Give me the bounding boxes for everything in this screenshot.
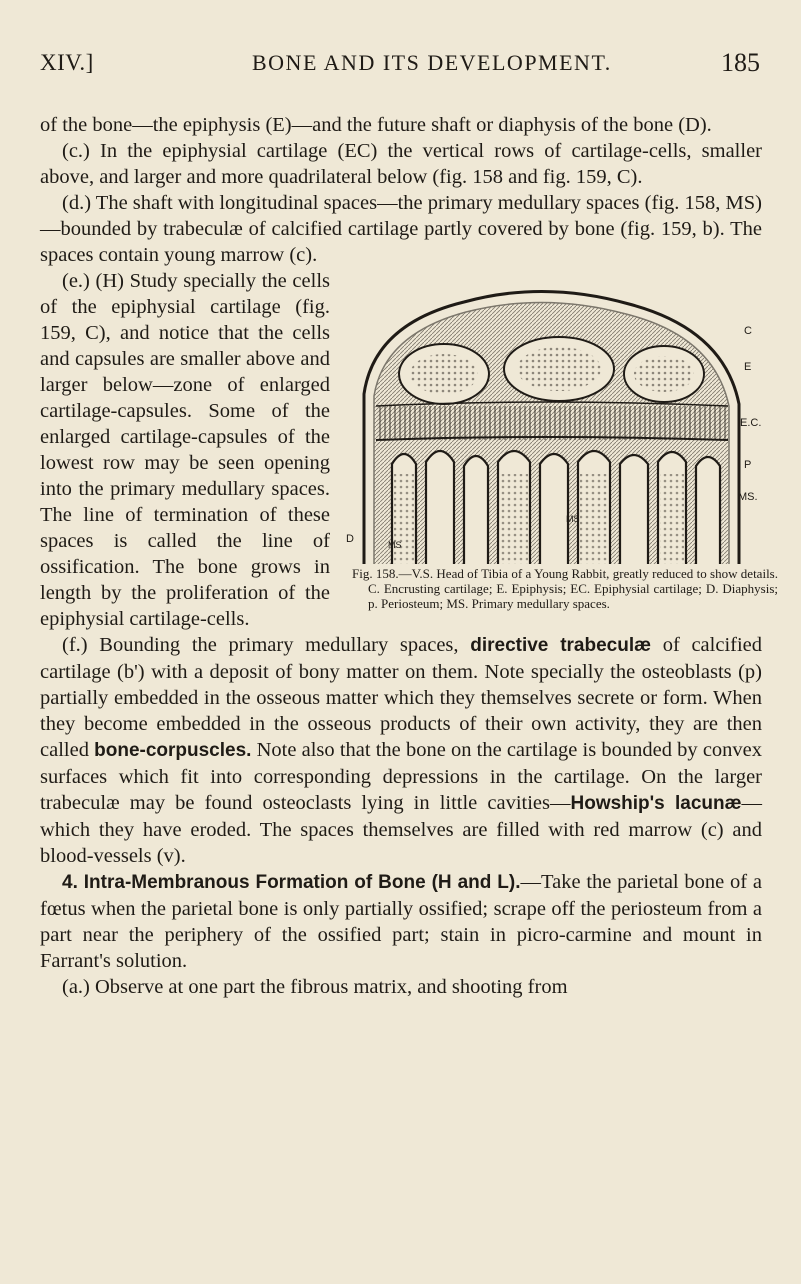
section-4 <box>40 869 762 974</box>
paragraph-d: (d.) The shaft with longitudinal spaces—the primary medullary spaces (fig. 158, MS)—bounded by trabeculæ of calcified cartilage partly covered by bone (fig. 159, b). The spaces contain young marrow (c). <box>40 192 762 266</box>
term-directive-trabeculae: directive trabeculæ <box>470 635 652 656</box>
term-howships-lacunae: Howship's lacunæ <box>570 793 742 814</box>
running-header <box>40 50 760 90</box>
label-ec: E.C. <box>740 417 762 429</box>
paragraph-f-text-1: (f.) Bounding the primary medullary spaces, <box>62 634 459 656</box>
paragraph-f <box>40 632 762 869</box>
label-ms: MS. <box>738 491 758 503</box>
term-bone-corpuscles: bone-corpuscles. <box>94 740 252 761</box>
label-c: C <box>744 325 752 337</box>
paragraph-1: of the bone—the epiphysis (E)—and the future shaft or diaphysis of the bone (D). <box>40 114 712 136</box>
paragraph-f-text-4: —which they have eroded. The spaces themselves are filled with red marrow (c) and blood-vessels (v). <box>40 792 763 867</box>
label-p: P <box>744 459 752 471</box>
figure-158 <box>344 274 778 622</box>
label-d: D <box>346 533 354 545</box>
paragraph-a: (a.) Observe at one part the fibrous matrix, and shooting from <box>62 976 568 998</box>
label-ms-inner-center: MS <box>566 514 580 524</box>
body-text <box>40 112 778 1000</box>
chapter-marker: XIV.] <box>40 50 94 75</box>
section-heading: 4. Intra-Membranous Formation of Bone (H and L). <box>62 872 521 893</box>
paragraph-e: (e.) (H) Study specially the cells of the epiphysial cartilage (fig. 159, C), and notice that the cells and capsules are smaller above and larger below—zone of enlarged cartilage-capsules. Some of the enlarged cartilage-capsules of the lowest row may be seen opening into the primary medullary spaces. The line of termination of these spaces is called the line of ossification. The bone grows in length by the proliferation of the epiphysial cartilage-cells. <box>40 270 330 630</box>
label-ms-inner-left: MS <box>388 540 402 550</box>
paragraph-f-text-2: of calcified cartilage (b') with a deposit of bony matter on them. Note specially the osteoblasts (p) partially embedded in the osseous matter which they themselves secrete or form. When they become embedded in the osseous products of their own activity, they are then called <box>40 634 763 761</box>
page-number: 185 <box>721 48 760 77</box>
tibia-section-illustration <box>344 274 762 564</box>
paragraph-f-text-3: Note also that the bone on the cartilage is bounded by convex surfaces which fit into corresponding depressions in the cartilage. On the larger trabeculæ may be found osteoclasts lying in little cavities— <box>40 739 763 814</box>
paragraph-c: (c.) In the epiphysial cartilage (EC) the vertical rows of cartilage-cells, smaller above, and larger and more quadrilateral below (fig. 158 and fig. 159, C). <box>40 140 762 188</box>
running-title: BONE AND ITS DEVELOPMENT. <box>252 50 612 75</box>
section-4-text: —Take the parietal bone of a fœtus when the parietal bone is only partially ossified; scrape off the periosteum from a part near the periphery of the ossified part; stain in picro-carmine and mount in Farrant's solution. <box>40 871 762 972</box>
label-e: E <box>744 361 752 373</box>
figure-caption: Fig. 158.—V.S. Head of Tibia of a Young Rabbit, greatly reduced to show details. C. Encrusting cartilage; E. Epiphysis; EC. Epiphysial cartilage; D. Diaphysis; p. Periosteum; MS. Primary medullary spaces. <box>352 566 778 611</box>
